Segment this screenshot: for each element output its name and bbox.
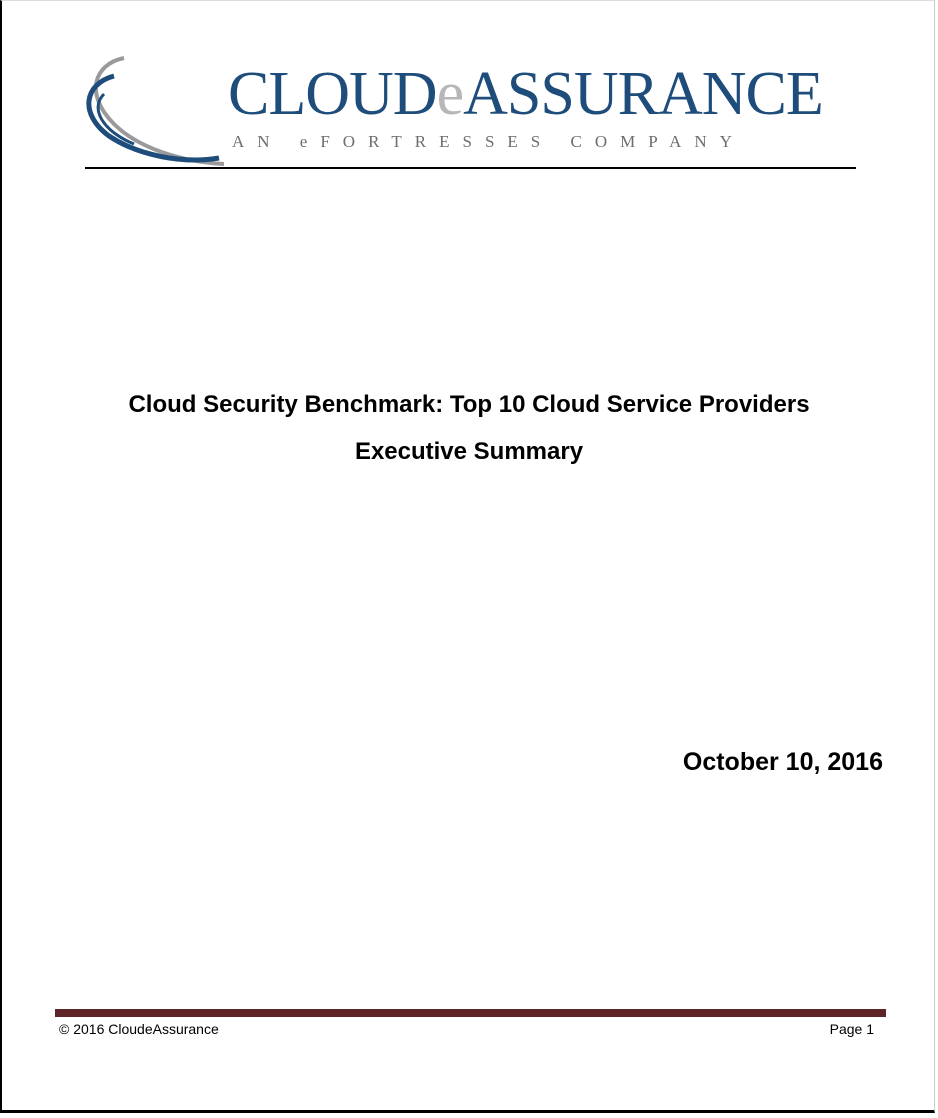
document-subtitle: Executive Summary bbox=[354, 438, 584, 465]
logo-text-assurance: ASSURANCE bbox=[463, 60, 823, 128]
logo-wordmark bbox=[228, 62, 856, 126]
document-date: October 10, 2016 bbox=[682, 748, 883, 776]
logo-text-e: e bbox=[436, 60, 464, 128]
swoosh-icon bbox=[84, 54, 234, 170]
document-title: Cloud Security Benchmark: Top 10 Cloud Service Providers bbox=[128, 391, 810, 418]
footer-bar bbox=[55, 1009, 886, 1017]
logo-text-cloud: CLOUD bbox=[228, 60, 437, 128]
header-rule bbox=[85, 167, 856, 169]
logo-tagline: AN eFORTRESSES COMPANY bbox=[232, 132, 745, 151]
footer-page-number: Page 1 bbox=[829, 1021, 874, 1037]
footer-copyright: © 2016 CloudeAssurance bbox=[59, 1021, 219, 1037]
